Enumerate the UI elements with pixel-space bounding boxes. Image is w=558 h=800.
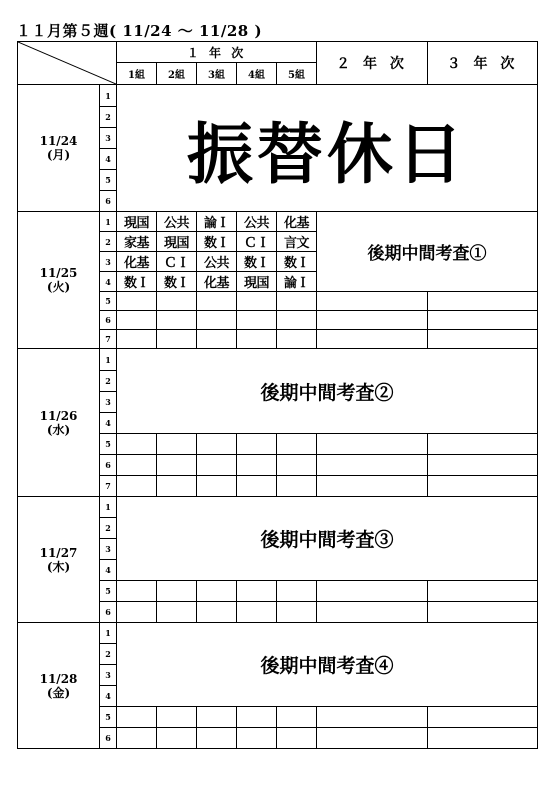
period-number: 2: [100, 232, 117, 252]
corner-cell: [18, 42, 117, 85]
empty-cell: [117, 434, 157, 455]
empty-cell: [197, 728, 237, 749]
period-number: 5: [100, 292, 117, 311]
empty-cell: [428, 311, 538, 330]
holiday-label: 振替休日: [117, 85, 538, 212]
empty-cell: [157, 707, 197, 728]
period-number: 4: [100, 560, 117, 581]
date-cell-1127: [18, 497, 100, 623]
date-label: 11/27: [39, 545, 78, 560]
weekday-label: (金): [46, 685, 71, 700]
weekday-label: (火): [46, 280, 71, 294]
empty-cell: [237, 476, 277, 497]
empty-cell: [157, 330, 197, 349]
period-number: 3: [100, 665, 117, 686]
empty-cell: [317, 455, 428, 476]
period-number: 4: [100, 272, 117, 292]
subject-cell: ＣＩ: [237, 232, 277, 252]
empty-cell: [317, 602, 428, 623]
empty-cell: [317, 311, 428, 330]
empty-cell: [428, 707, 538, 728]
period-number: 5: [100, 434, 117, 455]
period-number: 4: [100, 686, 117, 707]
empty-cell: [317, 476, 428, 497]
empty-cell: [237, 728, 277, 749]
page-title: １１月第５週( 11/24 ～ 11/28 ): [16, 22, 263, 40]
empty-cell: [157, 311, 197, 330]
date-cell-1126: [18, 349, 100, 497]
empty-cell: [157, 728, 197, 749]
subject-cell: 化基: [277, 212, 317, 232]
empty-cell: [277, 434, 317, 455]
period-number: 1: [100, 497, 117, 518]
header-grade2: ２ 年 次: [317, 42, 428, 85]
weekday-label: (木): [46, 559, 71, 574]
empty-cell: [197, 581, 237, 602]
period-number: 6: [100, 602, 117, 623]
empty-cell: [428, 434, 538, 455]
header-grade1: １ 年 次: [117, 42, 317, 63]
schedule-table: [17, 41, 538, 749]
period-number: 1: [100, 623, 117, 644]
subject-cell: 数Ｉ: [117, 272, 157, 292]
empty-cell: [277, 311, 317, 330]
period-number: 6: [100, 455, 117, 476]
empty-cell: [117, 330, 157, 349]
empty-cell: [277, 330, 317, 349]
period-number: 5: [100, 707, 117, 728]
empty-cell: [237, 455, 277, 476]
empty-cell: [197, 292, 237, 311]
date-label: 11/26: [39, 408, 78, 423]
period-number: 4: [100, 413, 117, 434]
empty-cell: [117, 455, 157, 476]
exam-label: 後期中間考査②: [117, 349, 538, 434]
period-number: 1: [100, 349, 117, 371]
empty-cell: [428, 455, 538, 476]
weekday-label: (月): [46, 148, 71, 162]
subject-cell: 数Ｉ: [157, 272, 197, 292]
subject-cell: 化基: [197, 272, 237, 292]
empty-cell: [117, 292, 157, 311]
subject-cell: 現国: [157, 232, 197, 252]
empty-cell: [317, 707, 428, 728]
empty-cell: [237, 602, 277, 623]
empty-cell: [277, 455, 317, 476]
empty-cell: [157, 455, 197, 476]
date-cell-1124: [18, 85, 100, 212]
subject-cell: 言文: [277, 232, 317, 252]
empty-cell: [157, 434, 197, 455]
period-number: 3: [100, 392, 117, 413]
period-number: 1: [100, 85, 117, 107]
date-cell-1128: [18, 623, 100, 749]
subject-cell: 数Ｉ: [237, 252, 277, 272]
empty-cell: [157, 581, 197, 602]
date-label: 11/25: [39, 266, 78, 280]
empty-cell: [117, 311, 157, 330]
empty-cell: [197, 707, 237, 728]
subject-cell: 数Ｉ: [277, 252, 317, 272]
empty-cell: [277, 581, 317, 602]
empty-cell: [277, 728, 317, 749]
exam-label: 後期中間考査④: [117, 623, 538, 707]
subject-cell: 公共: [197, 252, 237, 272]
period-number: 5: [100, 170, 117, 191]
period-number: 2: [100, 644, 117, 665]
subject-cell: 公共: [237, 212, 277, 232]
subject-cell: 現国: [117, 212, 157, 232]
header-class-2: 2組: [157, 63, 197, 85]
period-number: 7: [100, 330, 117, 349]
exam-label: 後期中間考査③: [117, 497, 538, 581]
empty-cell: [428, 728, 538, 749]
period-number: 2: [100, 518, 117, 539]
empty-cell: [317, 728, 428, 749]
empty-cell: [428, 581, 538, 602]
subject-cell: 数Ｉ: [197, 232, 237, 252]
empty-cell: [157, 292, 197, 311]
empty-cell: [317, 330, 428, 349]
period-number: 1: [100, 212, 117, 232]
period-number: 6: [100, 311, 117, 330]
subject-cell: 化基: [117, 252, 157, 272]
period-number: 2: [100, 371, 117, 392]
weekday-label: (水): [46, 422, 71, 437]
header-class-4: 4組: [237, 63, 277, 85]
subject-cell: 公共: [157, 212, 197, 232]
period-number: 3: [100, 128, 117, 149]
header-class-1: 1組: [117, 63, 157, 85]
empty-cell: [317, 292, 428, 311]
header-class-5: 5組: [277, 63, 317, 85]
subject-cell: 論Ｉ: [277, 272, 317, 292]
empty-cell: [317, 581, 428, 602]
empty-cell: [197, 455, 237, 476]
subject-cell: 家基: [117, 232, 157, 252]
empty-cell: [277, 476, 317, 497]
subject-cell: 現国: [237, 272, 277, 292]
date-cell-1125: [18, 212, 100, 349]
empty-cell: [117, 581, 157, 602]
empty-cell: [157, 476, 197, 497]
empty-cell: [428, 602, 538, 623]
empty-cell: [277, 707, 317, 728]
empty-cell: [117, 728, 157, 749]
empty-cell: [197, 434, 237, 455]
header-grade3: ３ 年 次: [428, 42, 538, 85]
empty-cell: [277, 602, 317, 623]
empty-cell: [117, 707, 157, 728]
empty-cell: [428, 330, 538, 349]
period-number: 4: [100, 149, 117, 170]
empty-cell: [277, 292, 317, 311]
empty-cell: [237, 330, 277, 349]
date-label: 11/28: [39, 671, 78, 686]
period-number: 6: [100, 728, 117, 749]
empty-cell: [237, 581, 277, 602]
empty-cell: [237, 292, 277, 311]
period-number: 3: [100, 539, 117, 560]
period-number: 7: [100, 476, 117, 497]
exam-label: 後期中間考査①: [317, 212, 538, 292]
subject-cell: ＣＩ: [157, 252, 197, 272]
empty-cell: [317, 434, 428, 455]
empty-cell: [237, 707, 277, 728]
empty-cell: [428, 476, 538, 497]
empty-cell: [197, 311, 237, 330]
subject-cell: 論Ｉ: [197, 212, 237, 232]
period-number: 2: [100, 107, 117, 128]
empty-cell: [237, 311, 277, 330]
empty-cell: [237, 434, 277, 455]
period-number: 6: [100, 191, 117, 212]
empty-cell: [428, 292, 538, 311]
empty-cell: [117, 602, 157, 623]
period-number: 3: [100, 252, 117, 272]
empty-cell: [157, 602, 197, 623]
period-number: 5: [100, 581, 117, 602]
empty-cell: [197, 602, 237, 623]
empty-cell: [117, 476, 157, 497]
empty-cell: [197, 476, 237, 497]
date-label: 11/24: [39, 134, 78, 148]
empty-cell: [197, 330, 237, 349]
header-class-3: 3組: [197, 63, 237, 85]
